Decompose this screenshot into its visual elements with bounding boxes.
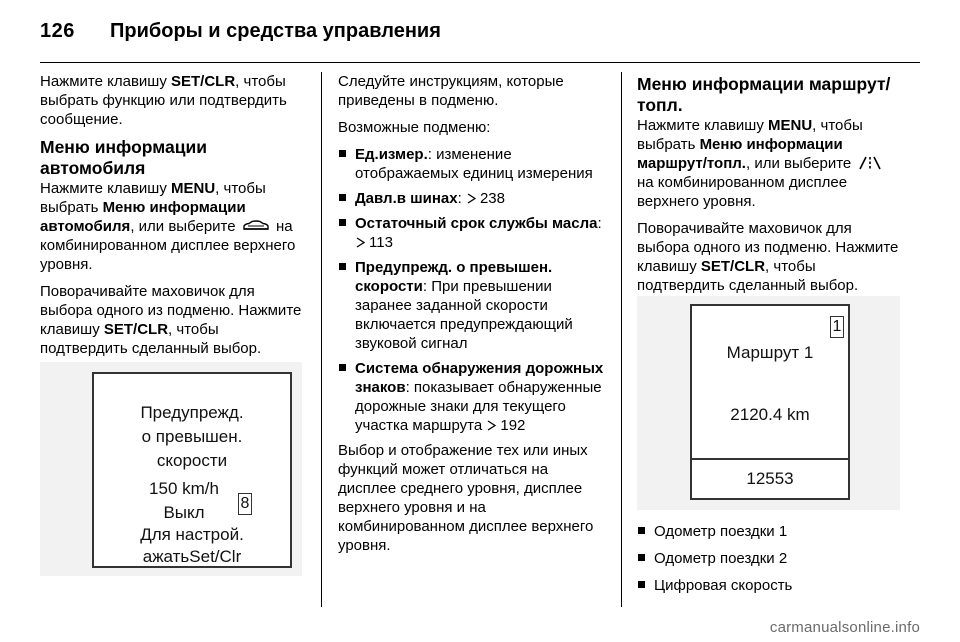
item-text: :	[597, 215, 602, 232]
text: Поворачивайте маховичок для выбора одного из подменю. Нажмите клавишу	[637, 220, 899, 275]
list-item: Одометр поездки 2	[637, 549, 905, 568]
menu-name: Меню информации автомобиля	[40, 199, 246, 235]
text: , чтобы выбрать	[40, 180, 266, 216]
column-2	[338, 72, 606, 563]
display-line: о превышен.	[141, 427, 243, 446]
text: Нажмите клавишу	[637, 117, 768, 134]
paragraph-select-submenu	[40, 282, 305, 358]
display-screen	[690, 304, 850, 500]
page-badge: 8	[238, 493, 252, 515]
page-reference[interactable]: 113	[369, 234, 393, 251]
trip-submenu-list-wrap	[637, 522, 905, 603]
list-item	[338, 258, 606, 353]
list-item	[338, 189, 606, 208]
list-item: Цифровая скорость	[637, 576, 905, 595]
page-reference[interactable]: 238	[479, 190, 505, 207]
paragraph-follow-instructions: Следуйте инструкциям, которые приведены в подменю.	[338, 73, 564, 109]
column-3	[637, 72, 905, 303]
list-item	[338, 359, 606, 435]
list-item	[338, 145, 606, 183]
text: , чтобы подтвердить сделанный выбор.	[40, 321, 262, 357]
page-reference[interactable]: 192	[500, 417, 526, 434]
text: на комбинированном дисплее верхнего уровня.	[637, 174, 848, 210]
text: на комбинированном дисплее верхнего уровня.	[40, 218, 296, 273]
column-divider-1	[321, 72, 322, 607]
text: Нажмите клавишу	[40, 73, 171, 90]
menu-name: Меню информации маршрут/топл.	[637, 136, 843, 172]
watermark: carmanualsonline.info	[769, 619, 920, 636]
section-heading-trip-info: Меню информации маршрут/топл.	[637, 74, 891, 115]
display-line: ажатьSet/Clr	[142, 547, 242, 566]
chapter-title: Приборы и средства управления	[110, 20, 441, 42]
header-divider	[40, 62, 920, 63]
text: Поворачивайте маховичок для выбора одного из подменю. Нажмите клавишу	[40, 283, 302, 338]
route-icon	[857, 156, 883, 170]
column-1	[40, 72, 305, 366]
item-text: : При превышении заранее заданной скорости включается предупреждающий звуковой сигнал	[355, 278, 573, 352]
key-set-clr: SET/CLR	[700, 258, 766, 275]
item-title: Ед.измер.	[355, 146, 428, 163]
item-text: : показывает обнаруженные дорожные знаки для текущего участка маршрута	[355, 379, 602, 434]
display-separator	[692, 458, 848, 460]
paragraph-set-clr	[40, 72, 305, 129]
text: , чтобы подтвердить сделанный выбор.	[637, 258, 859, 294]
display-line: Предупрежд.	[140, 403, 244, 422]
trip-number-badge: 1	[830, 316, 844, 338]
item-text: :	[457, 190, 466, 207]
column-divider-2	[621, 72, 622, 607]
page-header	[40, 20, 441, 50]
item-text: : изменение отображаемых единиц измерения	[355, 146, 593, 182]
display-trip-title: Маршрут 1	[726, 343, 814, 362]
display-trip-distance: 2120.4 km	[730, 405, 810, 424]
display-screen	[92, 372, 292, 568]
trip-submenu-list	[637, 522, 905, 595]
key-menu: MENU	[768, 117, 813, 134]
speed-warning-display-illustration	[40, 362, 302, 576]
paragraph-trip-menu	[637, 116, 905, 211]
trip-display-illustration	[637, 296, 900, 510]
page-ref-arrow-icon	[486, 420, 497, 431]
item-title: Предупрежд. о превышен. скорости	[355, 259, 553, 295]
paragraph-display-differences: Выбор и отображение тех или иных функций может отличаться на дисплее среднего уровня, дисплее верхнего уровня и на комбинированном дисплее верхнего уровня.	[338, 442, 594, 554]
text: , чтобы выбрать функцию или подтвердить сообщение.	[40, 73, 287, 128]
text: , чтобы выбрать	[637, 117, 863, 153]
page-number: 126	[40, 20, 75, 42]
list-item	[338, 214, 606, 252]
key-menu: MENU	[171, 180, 216, 197]
display-speed: 150 km/h	[149, 479, 219, 498]
paragraph-select-submenu	[637, 219, 905, 295]
item-title: Остаточный срок службы масла	[355, 215, 598, 232]
page-ref-arrow-icon	[355, 237, 366, 248]
text: , или выберите	[130, 218, 240, 235]
text: Нажмите клавишу	[40, 180, 171, 197]
item-title: Давл.в шинах	[355, 190, 458, 207]
key-set-clr: SET/CLR	[103, 321, 169, 338]
key-set-clr: SET/CLR	[171, 73, 236, 90]
paragraph-submenus: Возможные подменю:	[338, 119, 491, 136]
list-item: Одометр поездки 1	[637, 522, 905, 541]
display-odometer: 12553	[746, 469, 794, 488]
page-ref-arrow-icon	[466, 193, 477, 204]
paragraph-vehicle-menu	[40, 179, 305, 274]
section-heading-vehicle-info: Меню информации автомобиля	[40, 137, 207, 178]
display-line: скорости	[156, 451, 228, 470]
text: , или выберите	[745, 155, 856, 172]
submenu-list	[338, 145, 606, 435]
display-status: Выкл	[163, 503, 205, 522]
car-icon	[242, 218, 270, 230]
item-title: Система обнаружения дорожных знаков	[355, 360, 604, 396]
display-line: Для настрой.	[140, 525, 244, 544]
